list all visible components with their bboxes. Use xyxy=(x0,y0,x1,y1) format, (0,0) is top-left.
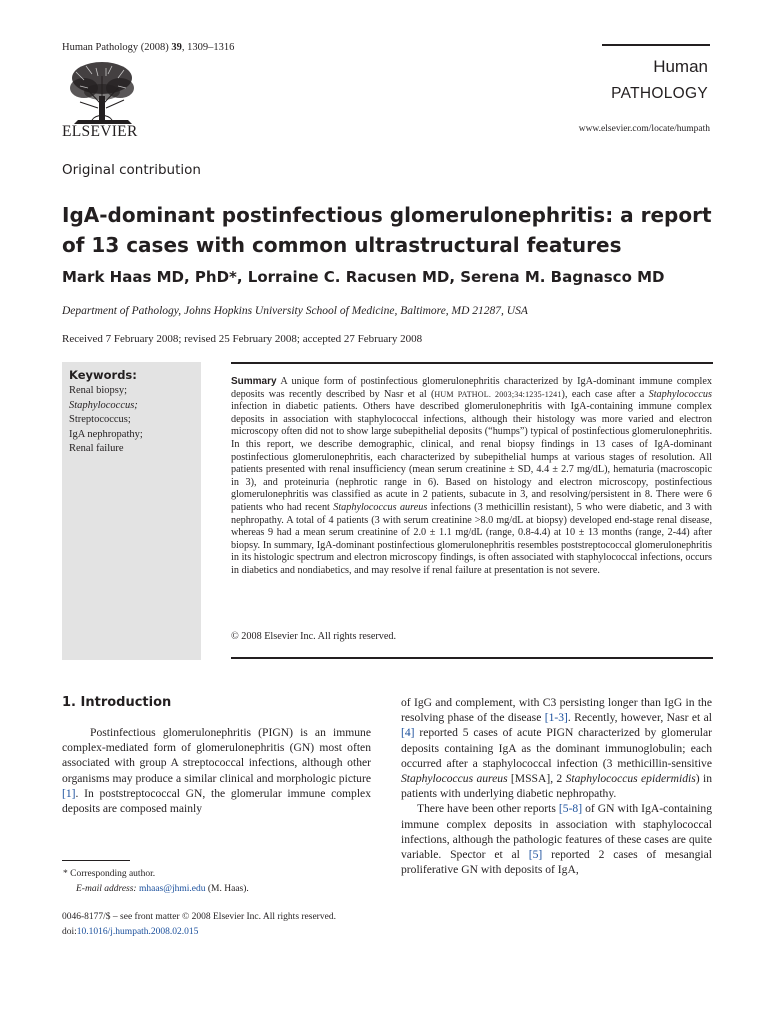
body-column-left: Postinfectious glomerulonephritis (PIGN) is an immune complex-mediated form of glomerulonephritis (GN) most often associated with group A streptococcal infections, although other organisms may produce a similar clinical and morphologic picture [1]. In poststreptococcal GN, the glomerular immune complex deposits are composed mainly xyxy=(62,726,371,816)
publisher-name: ELSEVIER xyxy=(62,123,138,140)
keyword-item: Renal failure xyxy=(69,443,124,455)
journal-url-link[interactable]: www.elsevier.com/locate/humpath xyxy=(578,124,710,134)
citation-volume: 39 xyxy=(171,42,182,53)
abstract-bottom-rule xyxy=(231,657,713,659)
front-matter xyxy=(62,910,336,939)
citation-journal: Human Pathology (2008) xyxy=(62,42,172,53)
masthead-rule xyxy=(602,44,710,46)
citation-pages: , 1309–1316 xyxy=(181,42,235,53)
reference-link[interactable]: [1] xyxy=(62,786,76,800)
journal-name-line1: Human xyxy=(653,57,708,76)
journal-name-line2: PATHOLOGY xyxy=(611,85,708,102)
footnote-rule xyxy=(62,860,130,861)
keywords-list xyxy=(69,384,143,457)
issn-line: 0046-8177/$ – see front matter © 2008 Elsevier Inc. All rights reserved. xyxy=(62,912,336,922)
doi-link[interactable]: 10.1016/j.humpath.2008.02.015 xyxy=(76,926,199,937)
email-link[interactable]: mhaas@jhmi.edu xyxy=(138,884,206,894)
abstract-text: Summary A unique form of postinfectious glomerulonephritis characterized by IgA-dominant immune complex deposits was recently described by Nasr et al (HUM PATHOL. 2003;34:1235-1241), each case after a Staphylococcus infection in diabetic patients. Others have described glomerulonephritis with IgA-containing immune complex deposits in association with staphylococcal infections, although their histology was more varied and electron microscopy often did not to show large subepithelial deposits (“humps”) typical of postinfectious glomerulonephritis. In this report, we describe demographic, clinical, and renal biopsy findings in 13 cases of IgA-dominant postinfectious glomerulonephritis, each characterized by subepithelial humps at various stages of resolution. All patients presented with renal insufficiency (mean serum creatinine ± SD, 4.4 ± 2.7 mg/dL), hematuria (macroscopic in 3), and proteinuria (nephrotic range in 6). Based on histology and electron microscopy, postinfectious glomerulonephritis was classified as acute in 2 patients, subacute in 3, and resolving/persistent in 8. There were 6 patients who had recent Staphylococcus aureus infections (3 methicillin resistant), 5 who were diabetic, and 3 with nephropathy. A total of 4 patients (3 with serum creatinine >8.0 mg/dL at biopsy) developed end-stage renal disease, whereas 9 had a mean serum creatinine of 2.0 ± 1.1 mg/dL (range, 0.8-4.4) at 10 ± 13 months (range, 2-44) after biopsy. In summary, IgA-dominant postinfectious glomerulonephritis resembles poststreptococcal glomerulonephritis in its histologic spectrum and electron microscopy findings, is often associated with staphylococcal infections, occurs in diabetics and nondiabetics, and may resolve if renal failure at presentation is not severe. xyxy=(231,376,712,576)
section-heading-introduction: 1. Introduction xyxy=(62,695,172,710)
abstract-label: Summary xyxy=(231,376,277,387)
reference-link[interactable]: [1-3] xyxy=(544,711,568,725)
email-line: E-mail address: mhaas@jhmi.edu (M. Haas). xyxy=(76,884,249,894)
reference-link[interactable]: [4] xyxy=(401,726,415,740)
reference-link[interactable]: [5-8] xyxy=(558,802,583,816)
journal-citation xyxy=(62,42,234,53)
reference-link[interactable]: [5] xyxy=(528,848,543,862)
keyword-item: Streptococcus; xyxy=(69,414,131,426)
abstract-top-rule xyxy=(231,362,713,364)
body-column-right xyxy=(401,695,712,877)
abstract-citation: HUM PATHOL. 2003;34:1235-1241 xyxy=(434,389,562,399)
paragraph: There have been other reports [5-8] of GN with IgA-containing immune complex deposits in association with staphylococcal infections, although the pathologic features of these cases are quite variable. Spector et al [5] reported 2 cases of mesangial proliferative GN with deposits of IgA, xyxy=(401,802,712,877)
article-type: Original contribution xyxy=(62,162,201,178)
keyword-item: IgA nephropathy; xyxy=(69,428,143,440)
corresponding-author-note: * Corresponding author. xyxy=(63,869,156,879)
received-dates: Received 7 February 2008; revised 25 February 2008; accepted 27 February 2008 xyxy=(62,333,423,345)
article-title: IgA-dominant postinfectious glomerulonephritis: a report of 13 cases with common ultrastructural features xyxy=(62,203,712,257)
keyword-item: Renal biopsy; xyxy=(69,385,128,396)
author-affiliation: Department of Pathology, Johns Hopkins University School of Medicine, Baltimore, MD 21287, USA xyxy=(62,305,528,317)
keywords-heading: Keywords: xyxy=(69,368,137,382)
doi-line: doi:10.1016/j.humpath.2008.02.015 xyxy=(62,926,199,937)
author-list: Mark Haas MD, PhD*, Lorraine C. Racusen MD, Serena M. Bagnasco MD xyxy=(62,268,665,286)
paragraph: of IgG and complement, with C3 persisting longer than IgG in the resolving phase of the disease [1-3]. Recently, however, Nasr et al [4] reported 5 cases of acute PIGN characterized by glomerular deposits containing IgA as the dominant immunoglobulin; each occurred after a staphylococcal infection (3 methicillin-sensitive Staphylococcus aureus [MSSA], 2 Staphylococcus epidermidis) in patients with underlying diabetic nephropathy. xyxy=(401,696,712,801)
footnote xyxy=(62,867,249,897)
keyword-item: Staphylococcus; xyxy=(69,399,138,411)
email-label: E-mail address: xyxy=(76,884,137,894)
abstract-copyright: © 2008 Elsevier Inc. All rights reserved. xyxy=(231,631,397,642)
